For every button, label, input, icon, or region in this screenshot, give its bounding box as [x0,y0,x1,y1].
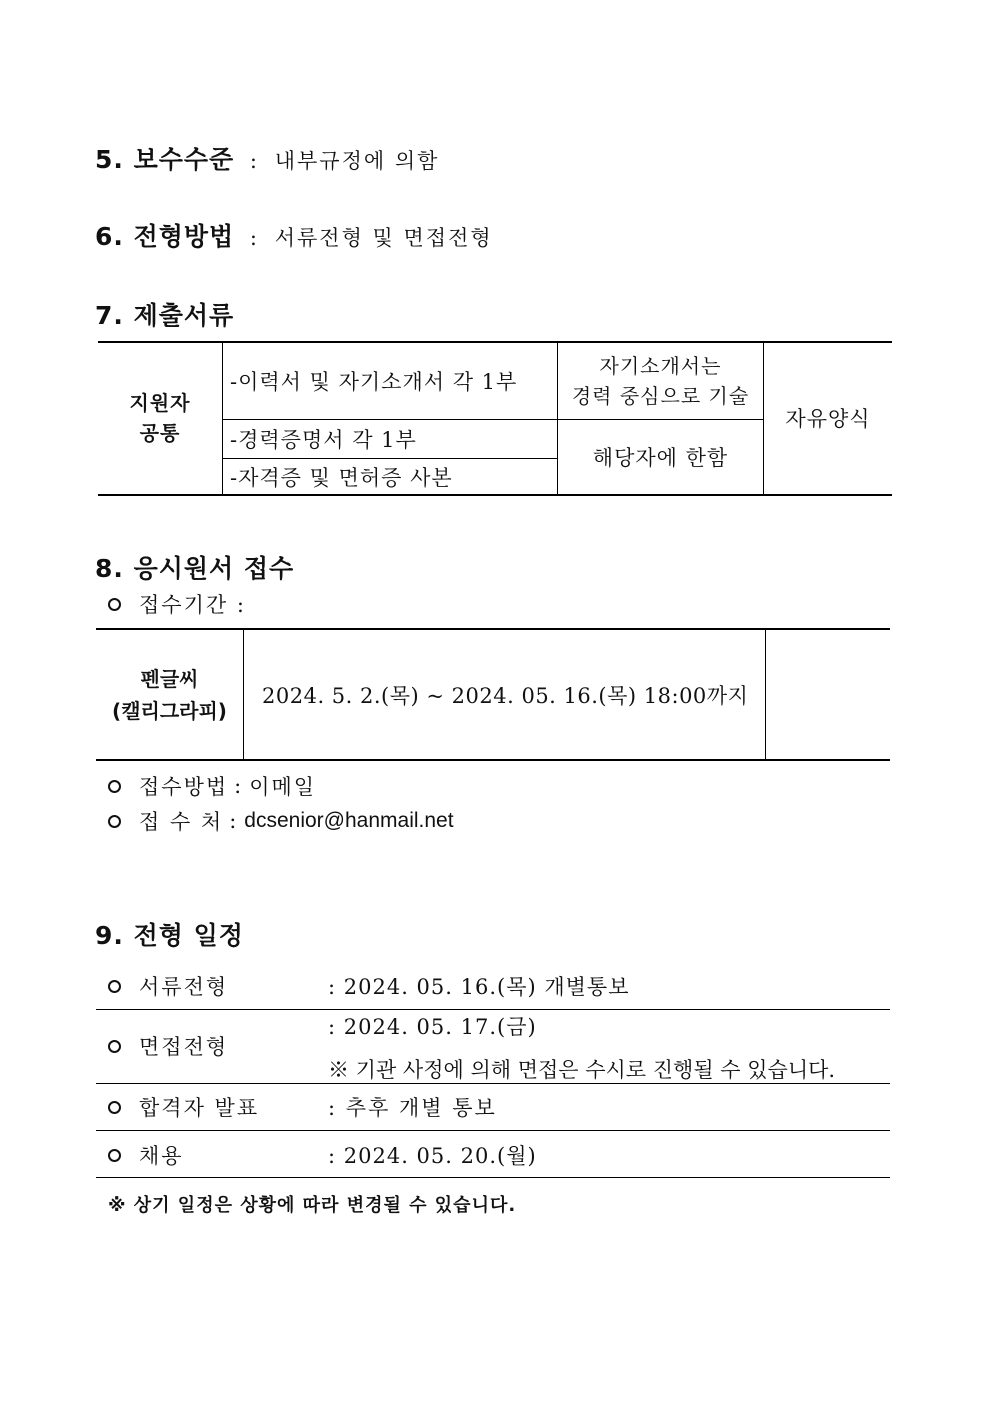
destination-email[interactable]: dcsenior@hanmail.net [244,809,454,832]
destination-row [108,806,454,836]
schedule-row-interview [108,1031,228,1061]
method-label: 접수방법 [139,775,229,799]
section-6-separator: : [249,226,259,250]
section-9-title: 9. 전형 일정 [95,921,244,950]
period-value: 2024. 5. 2.(목) ~ 2024. 05. 16.(목) 18:00까지 [262,683,749,708]
bullet-circle-icon [108,598,121,611]
self-intro-note-line2: 경력 중심으로 기술 [571,383,750,408]
section-6-description: 서류전형 및 면접전형 [274,226,493,250]
schedule-value: : 추후 개별 통보 [328,1096,497,1120]
schedule-value: : 2024. 05. 17.(금) [328,1015,537,1039]
org-subtitle: (캘리그라피) [112,698,227,723]
org-cell [96,630,243,759]
period-label: 접수기간 : [139,593,246,617]
method-colon: : [234,774,244,798]
free-format-cell: 자유양식 [785,407,871,431]
schedule-footnote: ※ 상기 일정은 상황에 따라 변경될 수 있습니다. [108,1195,517,1216]
period-row [108,589,246,619]
method-row [108,771,316,801]
bullet-circle-icon [108,780,121,793]
section-5-separator: : [249,149,259,173]
schedule-value: : 2024. 05. 20.(월) [328,1144,537,1168]
bullet-circle-icon [108,815,121,828]
section-5-heading [95,140,439,176]
schedule-label: 면접전형 [139,1035,229,1059]
schedule-label: 합격자 발표 [139,1096,260,1120]
schedule-label: 서류전형 [139,975,229,999]
applicable-only-note: 해당자에 한함 [592,446,729,470]
method-value: 이메일 [249,775,317,799]
schedule-value: : 2024. 05. 16.(목) 개별통보 [328,975,630,999]
applicant-label: 지원자 [129,391,191,415]
org-name: 펜글씨 [140,666,199,691]
section-6-heading [95,217,493,253]
self-intro-note [558,342,763,419]
common-label: 공통 [139,421,181,445]
schedule-row-document [108,971,228,1001]
section-5-title: 5. 보수수준 [95,145,235,174]
section-5-description: 내부규정에 의함 [274,149,440,173]
applicant-common-cell [98,342,222,494]
extra-cell [766,630,890,759]
doc-license-copy: -자격증 및 면허증 사본 [230,465,453,490]
schedule-row-announcement [108,1092,259,1122]
destination-colon: : [229,809,239,833]
bullet-circle-icon [108,1149,121,1162]
doc-resume: -이력서 및 자기소개서 각 1부 [230,369,518,394]
bullet-circle-icon [108,980,121,993]
bullet-circle-icon [108,1040,121,1053]
section-8-title: 8. 응시원서 접수 [95,554,295,583]
bullet-circle-icon [108,1101,121,1114]
destination-label: 접 수 처 [139,810,224,834]
self-intro-note-line1: 자기소개서는 [599,353,722,378]
section-7-title: 7. 제출서류 [95,301,235,330]
interview-note: ※ 기관 사정에 의해 면접은 수시로 진행될 수 있습니다. [328,1058,836,1082]
schedule-row-hiring [108,1140,184,1170]
doc-career-certificate: -경력증명서 각 1부 [230,428,417,452]
schedule-label: 채용 [139,1144,184,1168]
section-6-title: 6. 전형방법 [95,222,235,251]
